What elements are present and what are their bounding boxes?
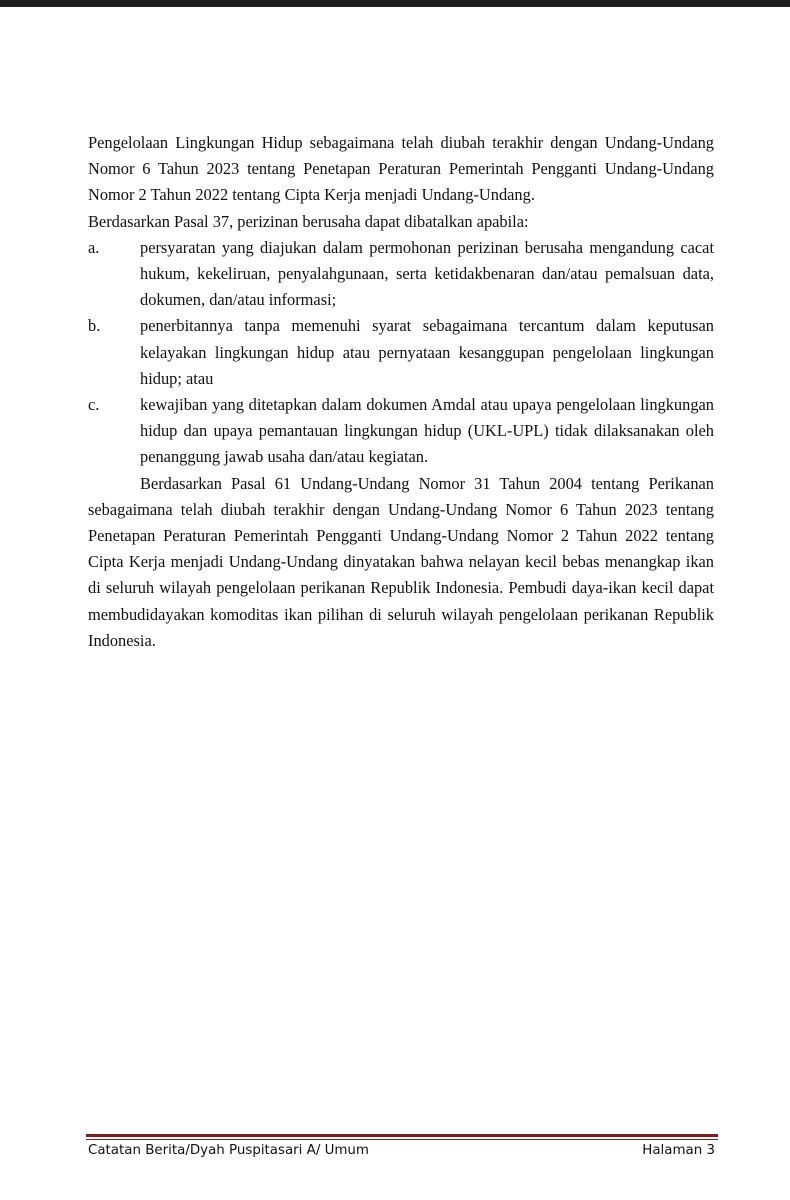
paragraph-pasal-37-intro: Berdasarkan Pasal 37, perizinan berusaha dapat dibatalkan apabila:: [88, 211, 529, 231]
footer-author: Catatan Berita/Dyah Puspitasari A/ Umum: [88, 1143, 369, 1158]
list-item-text: kewajiban yang ditetapkan dalam dokumen Amdal atau upaya pengelolaan lingkungan hidup dan upaya pemantauan lingkungan hidup (UKL-UPL) tidak dilaksanakan oleh penanggung jawab usaha dan/atau kegiatan.: [140, 395, 714, 467]
top-status-bar: [0, 0, 790, 7]
list-marker: c.: [88, 395, 100, 415]
footer-rule-thin: [86, 1139, 718, 1140]
footer-rule-thick: [86, 1134, 718, 1137]
document-body: [88, 130, 714, 654]
page-footer: [88, 1143, 715, 1158]
list-marker: b.: [88, 316, 101, 336]
list-item: [88, 313, 714, 392]
list-item: [88, 392, 714, 471]
footer-page-number: Halaman 3: [642, 1143, 715, 1158]
list-item-text: penerbitannya tanpa memenuhi syarat sebagaimana tercantum dalam keputusan kelayakan lingkungan hidup atau pernyataan kesanggupan pengelolaan lingkungan hidup; atau: [140, 316, 714, 388]
list-item-text: persyaratan yang diajukan dalam permohonan perizinan berusaha mengandung cacat hukum, kekeliruan, penyalahgunaan, serta ketidakbenaran dan/atau pemalsuan data, dokumen, dan/atau informasi;: [140, 237, 714, 310]
paragraph-continuation: Pengelolaan Lingkungan Hidup sebagaimana telah diubah terakhir dengan Undang-Undang Nomor 6 Tahun 2023 tentang Penetapan Peraturan Pemerintah Pengganti Undang-Undang Nomor 2 Tahun 2022 tentang Cipta Kerja menjadi Undang-Undang.: [88, 133, 714, 205]
list-item: [88, 235, 714, 314]
paragraph-pasal-61: Berdasarkan Pasal 61 Undang-Undang Nomor 31 Tahun 2004 tentang Perikanan sebagaimana telah diubah terakhir dengan Undang-Undang Nomor 6 Tahun 2023 tentang Penetapan Peraturan Pemerintah Pengganti Undang-Undang Nomor 2 Tahun 2022 tentang Cipta Kerja menjadi Undang-Undang dinyatakan bahwa nelayan kecil bebas menangkap ikan di seluruh wilayah pengelolaan perikanan Republik Indonesia. Pembudi daya-ikan kecil dapat membudidayakan komoditas ikan pilihan di seluruh wilayah pengelolaan perikanan Republik Indonesia.: [88, 473, 714, 650]
conditions-list: [88, 235, 714, 471]
footer-rule: [86, 1134, 718, 1140]
list-marker: a.: [88, 237, 100, 257]
